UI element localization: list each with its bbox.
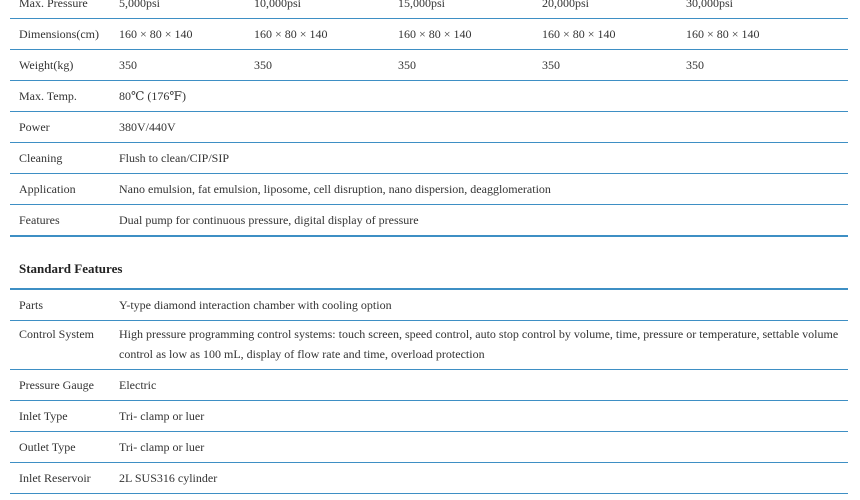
cell-value: 160 × 80 × 140 [245,19,389,50]
row-label: Pressure Gauge [10,370,110,401]
cell-value: 160 × 80 × 140 [110,19,245,50]
cell-value: 5,000psi [110,0,245,19]
row-label: Cleaning [10,143,110,174]
row-label: Features [10,205,110,237]
spec-document [10,0,848,494]
cell-value: 350 [533,50,677,81]
cell-value: 350 [677,50,848,81]
cell-value: 15,000psi [389,0,533,19]
row-label: Inlet Reservoir [10,463,110,494]
table-row-parts [10,289,848,321]
table-row-outlet-type [10,432,848,463]
row-label: Parts [10,289,110,321]
cell-value: Electric [110,370,848,401]
row-label: Control System [10,321,110,370]
cell-value: 350 [245,50,389,81]
cell-value: 380V/440V [110,112,848,143]
cell-value: 350 [389,50,533,81]
row-label: Inlet Type [10,401,110,432]
table-row-cleaning [10,143,848,174]
cell-value: 160 × 80 × 140 [677,19,848,50]
row-label: Dimensions(cm) [10,19,110,50]
cell-value: Tri- clamp or luer [110,401,848,432]
cell-value: Dual pump for continuous pressure, digital display of pressure [110,205,848,237]
table-row-inlet-type [10,401,848,432]
cell-value: Y-type diamond interaction chamber with cooling option [110,289,848,321]
table-row-pressure-gauge [10,370,848,401]
table-row-control-system [10,321,848,370]
table-row-weight [10,50,848,81]
standard-features-table [10,288,848,494]
cell-value: Nano emulsion, fat emulsion, liposome, cell disruption, nano dispersion, deagglomeration [110,174,848,205]
table-row-application [10,174,848,205]
cell-value: High pressure programming control systems: touch screen, speed control, auto stop control by volume, time, pressure or temperature, settable volume control as low as 100 mL, display of flow rate and time, overload protection [110,321,848,370]
table-row-features [10,205,848,237]
cell-value: 30,000psi [677,0,848,19]
table-row-inlet-reservoir [10,463,848,494]
cell-value: 20,000psi [533,0,677,19]
row-label: Power [10,112,110,143]
table-row-max-pressure [10,0,848,19]
cell-value: 2L SUS316 cylinder [110,463,848,494]
row-label: Max. Temp. [10,81,110,112]
row-label: Application [10,174,110,205]
cell-value: 160 × 80 × 140 [533,19,677,50]
cell-value: 350 [110,50,245,81]
section-heading-standard-features: Standard Features [19,261,123,276]
table-row-dimensions [10,19,848,50]
cell-value: Flush to clean/CIP/SIP [110,143,848,174]
row-label: Outlet Type [10,432,110,463]
row-label: Weight(kg) [10,50,110,81]
table-row-power [10,112,848,143]
cell-value: 10,000psi [245,0,389,19]
cell-value: 80℃ (176℉) [110,81,848,112]
specifications-table [10,0,848,237]
table-row-max-temp [10,81,848,112]
cell-value: Tri- clamp or luer [110,432,848,463]
cell-value: 160 × 80 × 140 [389,19,533,50]
row-label: Max. Pressure [10,0,110,19]
